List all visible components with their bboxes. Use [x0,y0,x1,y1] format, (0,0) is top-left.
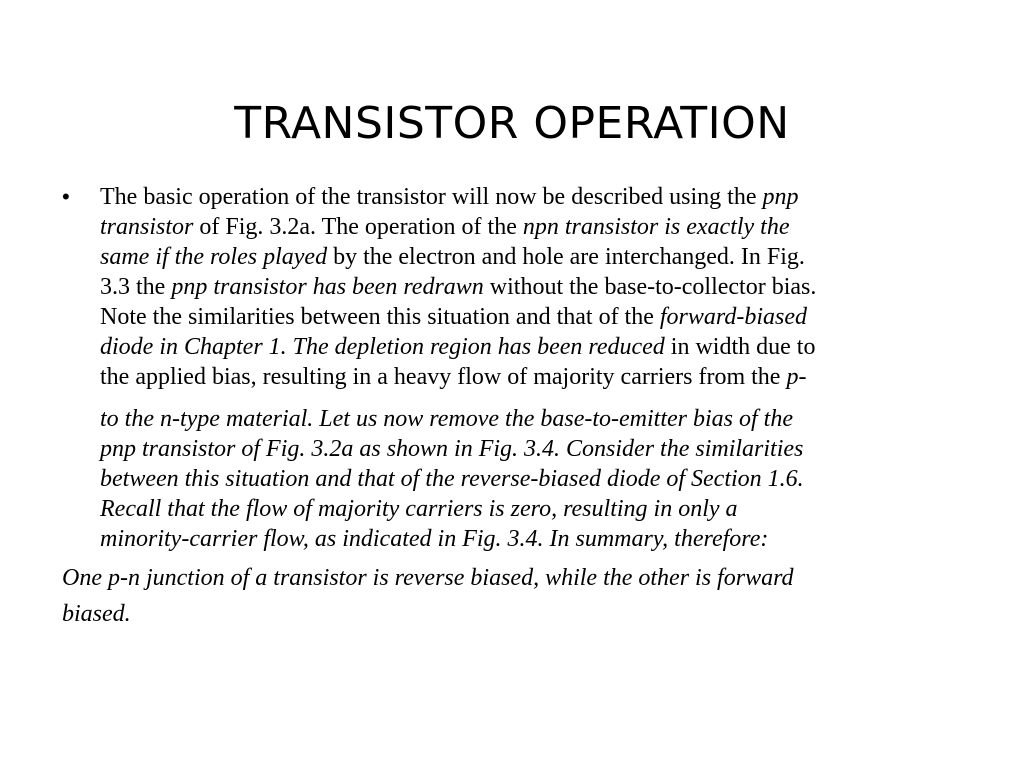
text-run: The basic operation of the transistor will now be described using the [100,184,763,210]
bullet-item [62,182,962,554]
paragraph-line [100,272,962,302]
italic-text-run: pnp [762,184,799,210]
paragraph-line [100,302,962,332]
text-run: 3.3 the [100,274,172,300]
italic-text-run: p- [786,364,807,390]
paragraph-line [100,434,962,464]
closing-statement [62,560,962,632]
paragraph-line [100,494,962,524]
text-run: without the base-to-collector bias. [483,274,817,300]
italic-text-run: transistor [100,214,194,240]
text-run: by the electron and hole are interchanged. In Fig. [327,244,805,270]
paragraph-line [100,404,962,434]
italic-text-run: between this situation and that of the reverse-biased diode of Section 1.6. [100,466,804,492]
slide-body [62,182,962,632]
italic-text-run: diode in Chapter 1. The depletion region has been reduced [100,334,665,360]
italic-text-run: minority-carrier flow, as indicated in Fig. 3.4. In summary, therefore: [100,526,769,552]
text-run: in width due to [664,334,816,360]
paragraph-line [100,182,962,212]
italic-text-run: forward-biased [659,304,807,330]
italic-text-run: same if the roles played [100,244,328,270]
bullet-paragraph [100,182,962,554]
paragraph-line [100,362,962,392]
paragraph-line [100,464,962,494]
bullet-icon: • [62,184,70,209]
closing-line: One p-n junction of a transistor is reverse biased, while the other is forward [62,565,794,591]
paragraph-line [100,242,962,272]
italic-text-run: pnp transistor has been redrawn [171,274,484,300]
italic-text-run: npn transistor is exactly the [522,214,790,240]
paragraph-line [100,524,962,554]
text-run: Note the similarities between this situation and that of the [100,304,660,330]
paragraph-line [100,332,962,362]
paragraph-line [100,212,962,242]
italic-text-run: Recall that the flow of majority carriers is zero, resulting in only a [100,496,738,522]
slide-title: TRANSISTOR OPERATION [234,98,790,150]
closing-line: biased. [62,601,131,627]
italic-text-run: pnp transistor of Fig. 3.2a as shown in Fig. 3.4. Consider the similarities [100,436,804,462]
text-run: the applied bias, resulting in a heavy flow of majority carriers from the [100,364,787,390]
italic-text-run: to the n-type material. Let us now remove the base-to-emitter bias of the [100,406,793,432]
text-run: of Fig. 3.2a. The operation of the [193,214,523,240]
